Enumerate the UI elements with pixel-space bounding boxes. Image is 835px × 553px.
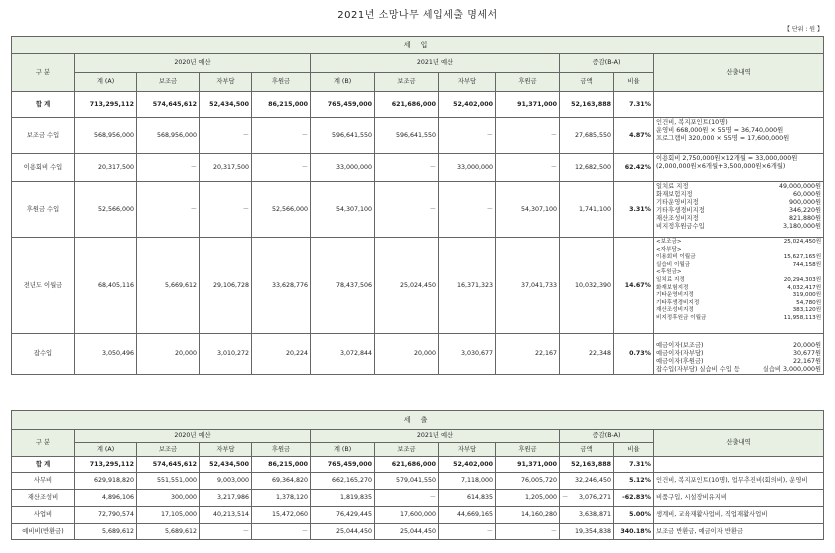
cell: 3,217,986 (200, 490, 252, 507)
header-basis: 산출내역 (654, 430, 824, 457)
detail-line (656, 315, 821, 323)
header-donation: 후원금 (252, 443, 311, 457)
cell: 340.18% (614, 524, 654, 540)
total-label: 합 계 (12, 457, 75, 473)
cell: 25,044,450 (311, 524, 375, 540)
cell: 3,638,871 (560, 507, 614, 524)
table-row (12, 334, 824, 375)
header-subsidy: 보조금 (375, 73, 439, 92)
header-sum-b: 계 (B) (311, 73, 375, 92)
cell: － (375, 182, 439, 238)
header-2020: 2020년 예산 (75, 430, 311, 443)
cell: 62.42% (614, 154, 654, 182)
header-2020: 2020년 예산 (75, 54, 311, 73)
row-label: 전년도 이월금 (12, 238, 75, 334)
row-label: 사무비 (12, 473, 75, 490)
basis-detail (654, 154, 824, 182)
expense-total-row (12, 457, 824, 473)
cell: 551,551,000 (137, 473, 200, 490)
cell: 596,641,550 (375, 118, 439, 154)
table-row (12, 507, 824, 524)
cell: 20,317,500 (200, 154, 252, 182)
detail-line (656, 277, 821, 285)
detail-line (656, 254, 821, 262)
cell: 7.31% (614, 457, 654, 473)
detail-amount: 25,024,450원 (783, 239, 822, 245)
cell: 52,566,000 (252, 182, 311, 238)
cell: 0.73% (614, 334, 654, 375)
cell: 16,371,323 (439, 238, 496, 334)
cell: 5,689,612 (137, 524, 200, 540)
header-self: 자부담 (200, 443, 252, 457)
header-donation: 후원금 (496, 73, 560, 92)
income-total-row (12, 92, 824, 118)
detail-line (656, 215, 821, 223)
expense-section-title: 세 출 (12, 411, 824, 430)
cell: 20,000 (137, 334, 200, 375)
total-label: 합 계 (12, 92, 75, 118)
detail-amount: 3,180,000원 (782, 223, 822, 230)
detail-line (656, 239, 821, 247)
detail-line (656, 292, 821, 300)
cell: － (137, 154, 200, 182)
detail-item: 이용회비 2,750,000원×12개월 = 33,000,000원 (656, 155, 798, 162)
detail-item: 재산조성비지정 (656, 307, 694, 314)
cell: 72,790,574 (75, 507, 137, 524)
header-sum-a: 계 (A) (75, 443, 137, 457)
detail-item: 비지정후원금 이월금 (656, 314, 707, 321)
detail-item: 실습비 이월금 (656, 261, 691, 268)
detail-item: 이용회비 이월금 (656, 254, 696, 261)
table-row (12, 238, 824, 334)
detail-line (656, 307, 821, 315)
cell: 52,434,500 (200, 92, 252, 118)
header-donation: 후원금 (496, 443, 560, 457)
row-label: 예비비(반환금) (12, 524, 75, 540)
detail-line (656, 199, 821, 207)
cell: － (252, 118, 311, 154)
cell: 621,686,000 (375, 92, 439, 118)
table-row (12, 473, 824, 490)
cell: － (252, 154, 311, 182)
cell: -62.83% (614, 490, 654, 507)
detail-item: <자부담> (656, 246, 682, 253)
detail-amount: 30,677원 (793, 350, 822, 357)
cell: 44,669,165 (439, 507, 496, 524)
cell: 5.12% (614, 473, 654, 490)
cell: 17,600,000 (375, 507, 439, 524)
cell: 52,402,000 (439, 457, 496, 473)
cell: 1,205,000 (496, 490, 560, 507)
detail-amount: 54,780원 (796, 299, 822, 306)
cell: 568,956,000 (75, 118, 137, 154)
detail-line (656, 163, 821, 171)
row-label: 사업비 (12, 507, 75, 524)
cell: 3,010,272 (200, 334, 252, 375)
cell: 1,819,835 (311, 490, 375, 507)
cell: 9,003,000 (200, 473, 252, 490)
cell: － (496, 524, 560, 540)
cell: 4.87% (614, 118, 654, 154)
detail-item: 잡수입(자부담) 실습비 수입 등 (656, 366, 740, 373)
detail-line (656, 127, 821, 135)
cell: 54,307,100 (496, 182, 560, 238)
detail-item: 기타후생경비지정 (656, 299, 700, 306)
cell: 19,354,838 (560, 524, 614, 540)
cell: 52,434,500 (200, 457, 252, 473)
header-ratio: 비율 (614, 443, 654, 457)
detail-line (656, 358, 821, 366)
cell: 29,106,728 (200, 238, 252, 334)
detail-item: 일치료 지정 (656, 276, 685, 283)
cell: 614,835 (439, 490, 496, 507)
expense-table (11, 410, 824, 540)
detail-line (656, 135, 821, 143)
income-section-title: 세 입 (12, 37, 824, 54)
cell: 10,032,390 (560, 238, 614, 334)
cell: 76,005,720 (496, 473, 560, 490)
cell: 12,682,500 (560, 154, 614, 182)
row-label: 잡수입 (12, 334, 75, 375)
header-diff: 증감(B-A) (560, 430, 654, 443)
cell: － (137, 182, 200, 238)
cell: － (200, 524, 252, 540)
header-2021: 2021년 예산 (311, 54, 560, 73)
header-diff: 증감(B-A) (560, 54, 654, 73)
detail-amount: 60,000원 (793, 191, 822, 198)
cell: 14.67% (614, 238, 654, 334)
cell: 568,956,000 (137, 118, 200, 154)
cell: 5,689,612 (75, 524, 137, 540)
cell: 7.31% (614, 92, 654, 118)
cell: 579,041,550 (375, 473, 439, 490)
detail-line (656, 350, 821, 358)
header-ratio: 비율 (614, 73, 654, 92)
basis-detail: 생계비, 교육재활사업비, 직업재활사업비 (654, 507, 824, 524)
cell-value: 3,076,271 (578, 494, 611, 501)
cell: 68,405,116 (75, 238, 137, 334)
cell: 86,215,000 (252, 92, 311, 118)
cell: 765,459,000 (311, 457, 375, 473)
cell: 40,213,514 (200, 507, 252, 524)
detail-amount: 11,958,113원 (783, 314, 822, 321)
cell: 1,741,100 (560, 182, 614, 238)
negative-sign: － (562, 494, 569, 501)
cell: 765,459,000 (311, 92, 375, 118)
cell (560, 490, 614, 507)
table-row (12, 524, 824, 540)
table-row (12, 490, 824, 507)
detail-line (656, 207, 821, 215)
cell: 33,000,000 (311, 154, 375, 182)
cell: 27,685,550 (560, 118, 614, 154)
detail-line (656, 366, 821, 374)
detail-item: 기타운영비지정 (656, 292, 694, 299)
header-sum-a: 계 (A) (75, 73, 137, 92)
detail-line (656, 223, 821, 231)
header-gubun: 구 분 (12, 430, 75, 457)
header-basis: 산출내역 (654, 54, 824, 92)
cell: 3,030,677 (439, 334, 496, 375)
header-subsidy: 보조금 (137, 73, 200, 92)
cell: 7,118,000 (439, 473, 496, 490)
header-2021: 2021년 예산 (311, 430, 560, 443)
detail-line (656, 269, 821, 277)
row-label: 보조금 수입 (12, 118, 75, 154)
detail-item: <후원금> (656, 269, 682, 276)
header-amount: 금액 (560, 73, 614, 92)
cell: 52,163,888 (560, 457, 614, 473)
cell: － (375, 490, 439, 507)
detail-amount: 20,000원 (793, 342, 822, 349)
cell: 22,348 (560, 334, 614, 375)
cell: 22,167 (496, 334, 560, 375)
cell: 20,000 (375, 334, 439, 375)
cell: － (375, 154, 439, 182)
cell: 69,364,820 (252, 473, 311, 490)
detail-amount: 4,032,417원 (787, 284, 822, 291)
cell: 629,918,820 (75, 473, 137, 490)
cell: 52,402,000 (439, 92, 496, 118)
detail-amount: 20,294,303원 (783, 276, 822, 283)
detail-item: 운영비 668,000원 × 55명 = 36,740,000원 (656, 127, 784, 134)
detail-item: 예금이자(보조금) (656, 342, 704, 349)
cell: 78,437,506 (311, 238, 375, 334)
detail-amount: 319,000원 (792, 292, 822, 299)
cell: 20,224 (252, 334, 311, 375)
header-amount: 금액 (560, 443, 614, 457)
header-self: 자부담 (439, 73, 496, 92)
detail-item: <보조금> (656, 239, 682, 245)
cell: 3,050,496 (75, 334, 137, 375)
row-label: 이용회비 수입 (12, 154, 75, 182)
cell: 25,044,450 (375, 524, 439, 540)
cell: 4,896,106 (75, 490, 137, 507)
detail-line (656, 183, 821, 191)
basis-detail (654, 334, 824, 375)
basis-detail (654, 182, 824, 238)
basis-detail (654, 238, 824, 334)
detail-item: 기타후생경비지정 (656, 207, 705, 214)
cell: 596,641,550 (311, 118, 375, 154)
detail-item: 화재보험지정 (656, 284, 689, 291)
detail-item: 재산조성비지정 (656, 215, 699, 222)
detail-amount: 22,167원 (793, 358, 822, 365)
cell: 662,165,270 (311, 473, 375, 490)
cell: 574,645,612 (137, 457, 200, 473)
cell: － (439, 524, 496, 540)
cell: 76,429,445 (311, 507, 375, 524)
cell: 1,378,120 (252, 490, 311, 507)
basis-detail: 인건비, 복지포인트(10명), 업무추진비(회의비), 운영비 (654, 473, 824, 490)
cell: － (200, 182, 252, 238)
cell: 52,566,000 (75, 182, 137, 238)
table-row (12, 154, 824, 182)
cell: － (200, 118, 252, 154)
unit-label: 【 단위 : 원 】 (783, 26, 823, 33)
page-title: 2021년 소망나무 세입세출 명세서 (337, 10, 498, 21)
detail-amount: 49,000,000원 (778, 183, 822, 190)
detail-item: 예금이자(후원금) (656, 358, 704, 365)
detail-line (656, 119, 821, 127)
detail-amount: 15,627,165원 (783, 254, 822, 261)
cell: 621,686,000 (375, 457, 439, 473)
detail-item: 프로그램비 320,000 × 55명 = 17,600,000원 (656, 135, 790, 142)
cell (654, 92, 824, 118)
detail-item: 기타운영비지정 (656, 199, 699, 206)
cell: － (496, 154, 560, 182)
cell: 86,215,000 (252, 457, 311, 473)
detail-amount: 744,158원 (792, 261, 822, 268)
table-row (12, 182, 824, 238)
cell: 91,371,000 (496, 457, 560, 473)
header-gubun: 구 분 (12, 54, 75, 92)
cell: 91,371,000 (496, 92, 560, 118)
cell: 33,628,776 (252, 238, 311, 334)
header-self: 자부담 (200, 73, 252, 92)
cell: 20,317,500 (75, 154, 137, 182)
basis-detail: 보조금 반환금, 예금이자 반환금 (654, 524, 824, 540)
cell: 52,163,888 (560, 92, 614, 118)
header-donation: 후원금 (252, 73, 311, 92)
cell: 32,246,450 (560, 473, 614, 490)
cell (654, 457, 824, 473)
cell: 25,024,450 (375, 238, 439, 334)
detail-amount: 실습비 3,000,000원 (762, 366, 822, 373)
cell: 14,160,280 (496, 507, 560, 524)
detail-line (656, 191, 821, 199)
detail-item: 인건비, 복지포인트(10명) (656, 119, 728, 126)
cell: 3.31% (614, 182, 654, 238)
cell: 33,000,000 (439, 154, 496, 182)
detail-item: 비지정후원금수입 (656, 223, 705, 230)
cell: 15,472,060 (252, 507, 311, 524)
cell: 713,295,112 (75, 92, 137, 118)
cell: 17,105,000 (137, 507, 200, 524)
header-self: 자부담 (439, 443, 496, 457)
cell: 713,295,112 (75, 457, 137, 473)
cell: － (496, 118, 560, 154)
detail-line (656, 342, 821, 350)
basis-detail: 비품구입, 시설장비유지비 (654, 490, 824, 507)
cell: 3,072,844 (311, 334, 375, 375)
cell: 574,645,612 (137, 92, 200, 118)
cell: － (252, 524, 311, 540)
detail-item: (2,000,000원×6개월+3,500,000원×6개월) (656, 163, 786, 170)
detail-amount: 383,120원 (792, 307, 822, 314)
row-label: 후원금 수입 (12, 182, 75, 238)
row-label: 재산조성비 (12, 490, 75, 507)
detail-item: 화재보험지정 (656, 191, 693, 198)
basis-detail (654, 118, 824, 154)
cell: 300,000 (137, 490, 200, 507)
header-subsidy: 보조금 (375, 443, 439, 457)
cell: 37,041,733 (496, 238, 560, 334)
detail-amount: 821,880원 (789, 215, 822, 222)
header-sum-b: 계 (B) (311, 443, 375, 457)
cell: － (439, 118, 496, 154)
detail-amount: 346,220원 (789, 207, 822, 214)
cell: 5,669,612 (137, 238, 200, 334)
cell: 54,307,100 (311, 182, 375, 238)
detail-item: 일치료 지정 (656, 183, 689, 190)
detail-line (656, 155, 821, 163)
detail-amount: 900,000원 (789, 199, 822, 206)
cell: 5.00% (614, 507, 654, 524)
income-table (11, 36, 824, 375)
header-subsidy: 보조금 (137, 443, 200, 457)
cell: － (439, 182, 496, 238)
table-row (12, 118, 824, 154)
detail-item: 예금이자(자부담) (656, 350, 704, 357)
